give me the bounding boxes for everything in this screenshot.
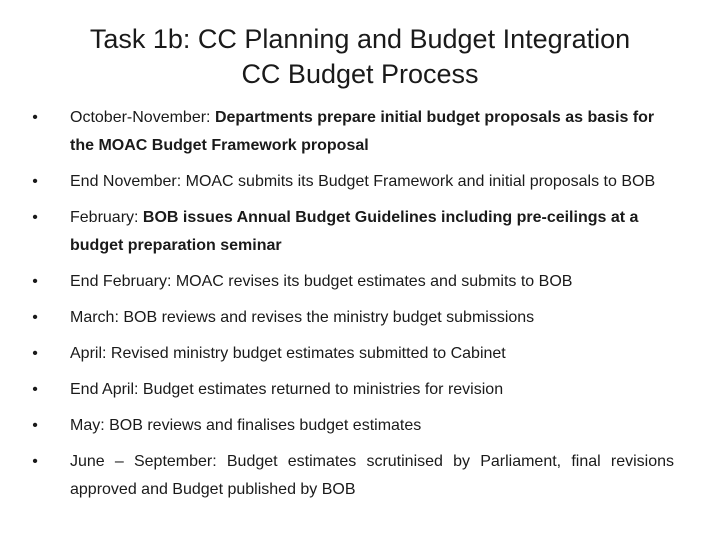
bullet-item-october-november xyxy=(28,104,674,160)
bullet-lead: May: BOB reviews and finalises budget estimates xyxy=(70,417,422,434)
bullet-bold: Departments prepare initial budget proposals as basis for the MOAC Budget Framework proposal xyxy=(70,109,655,154)
bullet-text xyxy=(70,204,674,260)
bullet-item-end-february xyxy=(28,268,674,296)
bullet-lead: March: BOB reviews and revises the ministry budget submissions xyxy=(70,309,535,326)
bullet-lead: October-November: xyxy=(70,109,215,126)
bullet-text xyxy=(70,304,674,332)
title-line-2: CC Budget Process xyxy=(241,59,479,89)
bullet-lead: February: xyxy=(70,209,143,226)
bullet-item-february xyxy=(28,204,674,260)
bullet-bold: BOB issues Annual Budget Guidelines including pre-ceilings at a budget preparation seminar xyxy=(70,209,639,254)
bullet-lead: End February: MOAC revises its budget estimates and submits to BOB xyxy=(70,273,573,290)
bullet-item-end-november xyxy=(28,168,674,196)
bullet-lead: End April: Budget estimates returned to ministries for revision xyxy=(70,381,504,398)
bullet-icon: • xyxy=(32,209,38,226)
bullet-item-april xyxy=(28,340,674,368)
title-line-1: Task 1b: CC Planning and Budget Integration xyxy=(89,24,631,54)
bullet-icon: • xyxy=(32,453,38,470)
bullet-lead: End November: MOAC submits its Budget Framework and initial proposals to BOB xyxy=(70,173,656,190)
bullet-icon: • xyxy=(32,417,38,434)
bullet-text xyxy=(70,104,674,160)
bullet-icon: • xyxy=(32,109,38,126)
bullet-list xyxy=(28,104,674,512)
bullet-lead: April: Revised ministry budget estimates submitted to Cabinet xyxy=(70,345,506,362)
bullet-lead: June – September: Budget estimates scrutinised by Parliament, final revisions approved and Budget published by BOB xyxy=(70,453,674,498)
bullet-item-march xyxy=(28,304,674,332)
bullet-item-may xyxy=(28,412,674,440)
bullet-item-june-september xyxy=(28,448,674,504)
bullet-text xyxy=(70,448,674,504)
bullet-icon: • xyxy=(32,381,38,398)
bullet-icon: • xyxy=(32,173,38,190)
bullet-text xyxy=(70,268,674,296)
bullet-text xyxy=(70,412,674,440)
bullet-icon: • xyxy=(32,309,38,326)
slide-title xyxy=(40,22,680,92)
bullet-text xyxy=(70,376,674,404)
bullet-text xyxy=(70,168,674,196)
bullet-item-end-april xyxy=(28,376,674,404)
bullet-text xyxy=(70,340,674,368)
bullet-icon: • xyxy=(32,273,38,290)
bullet-icon: • xyxy=(32,345,38,362)
